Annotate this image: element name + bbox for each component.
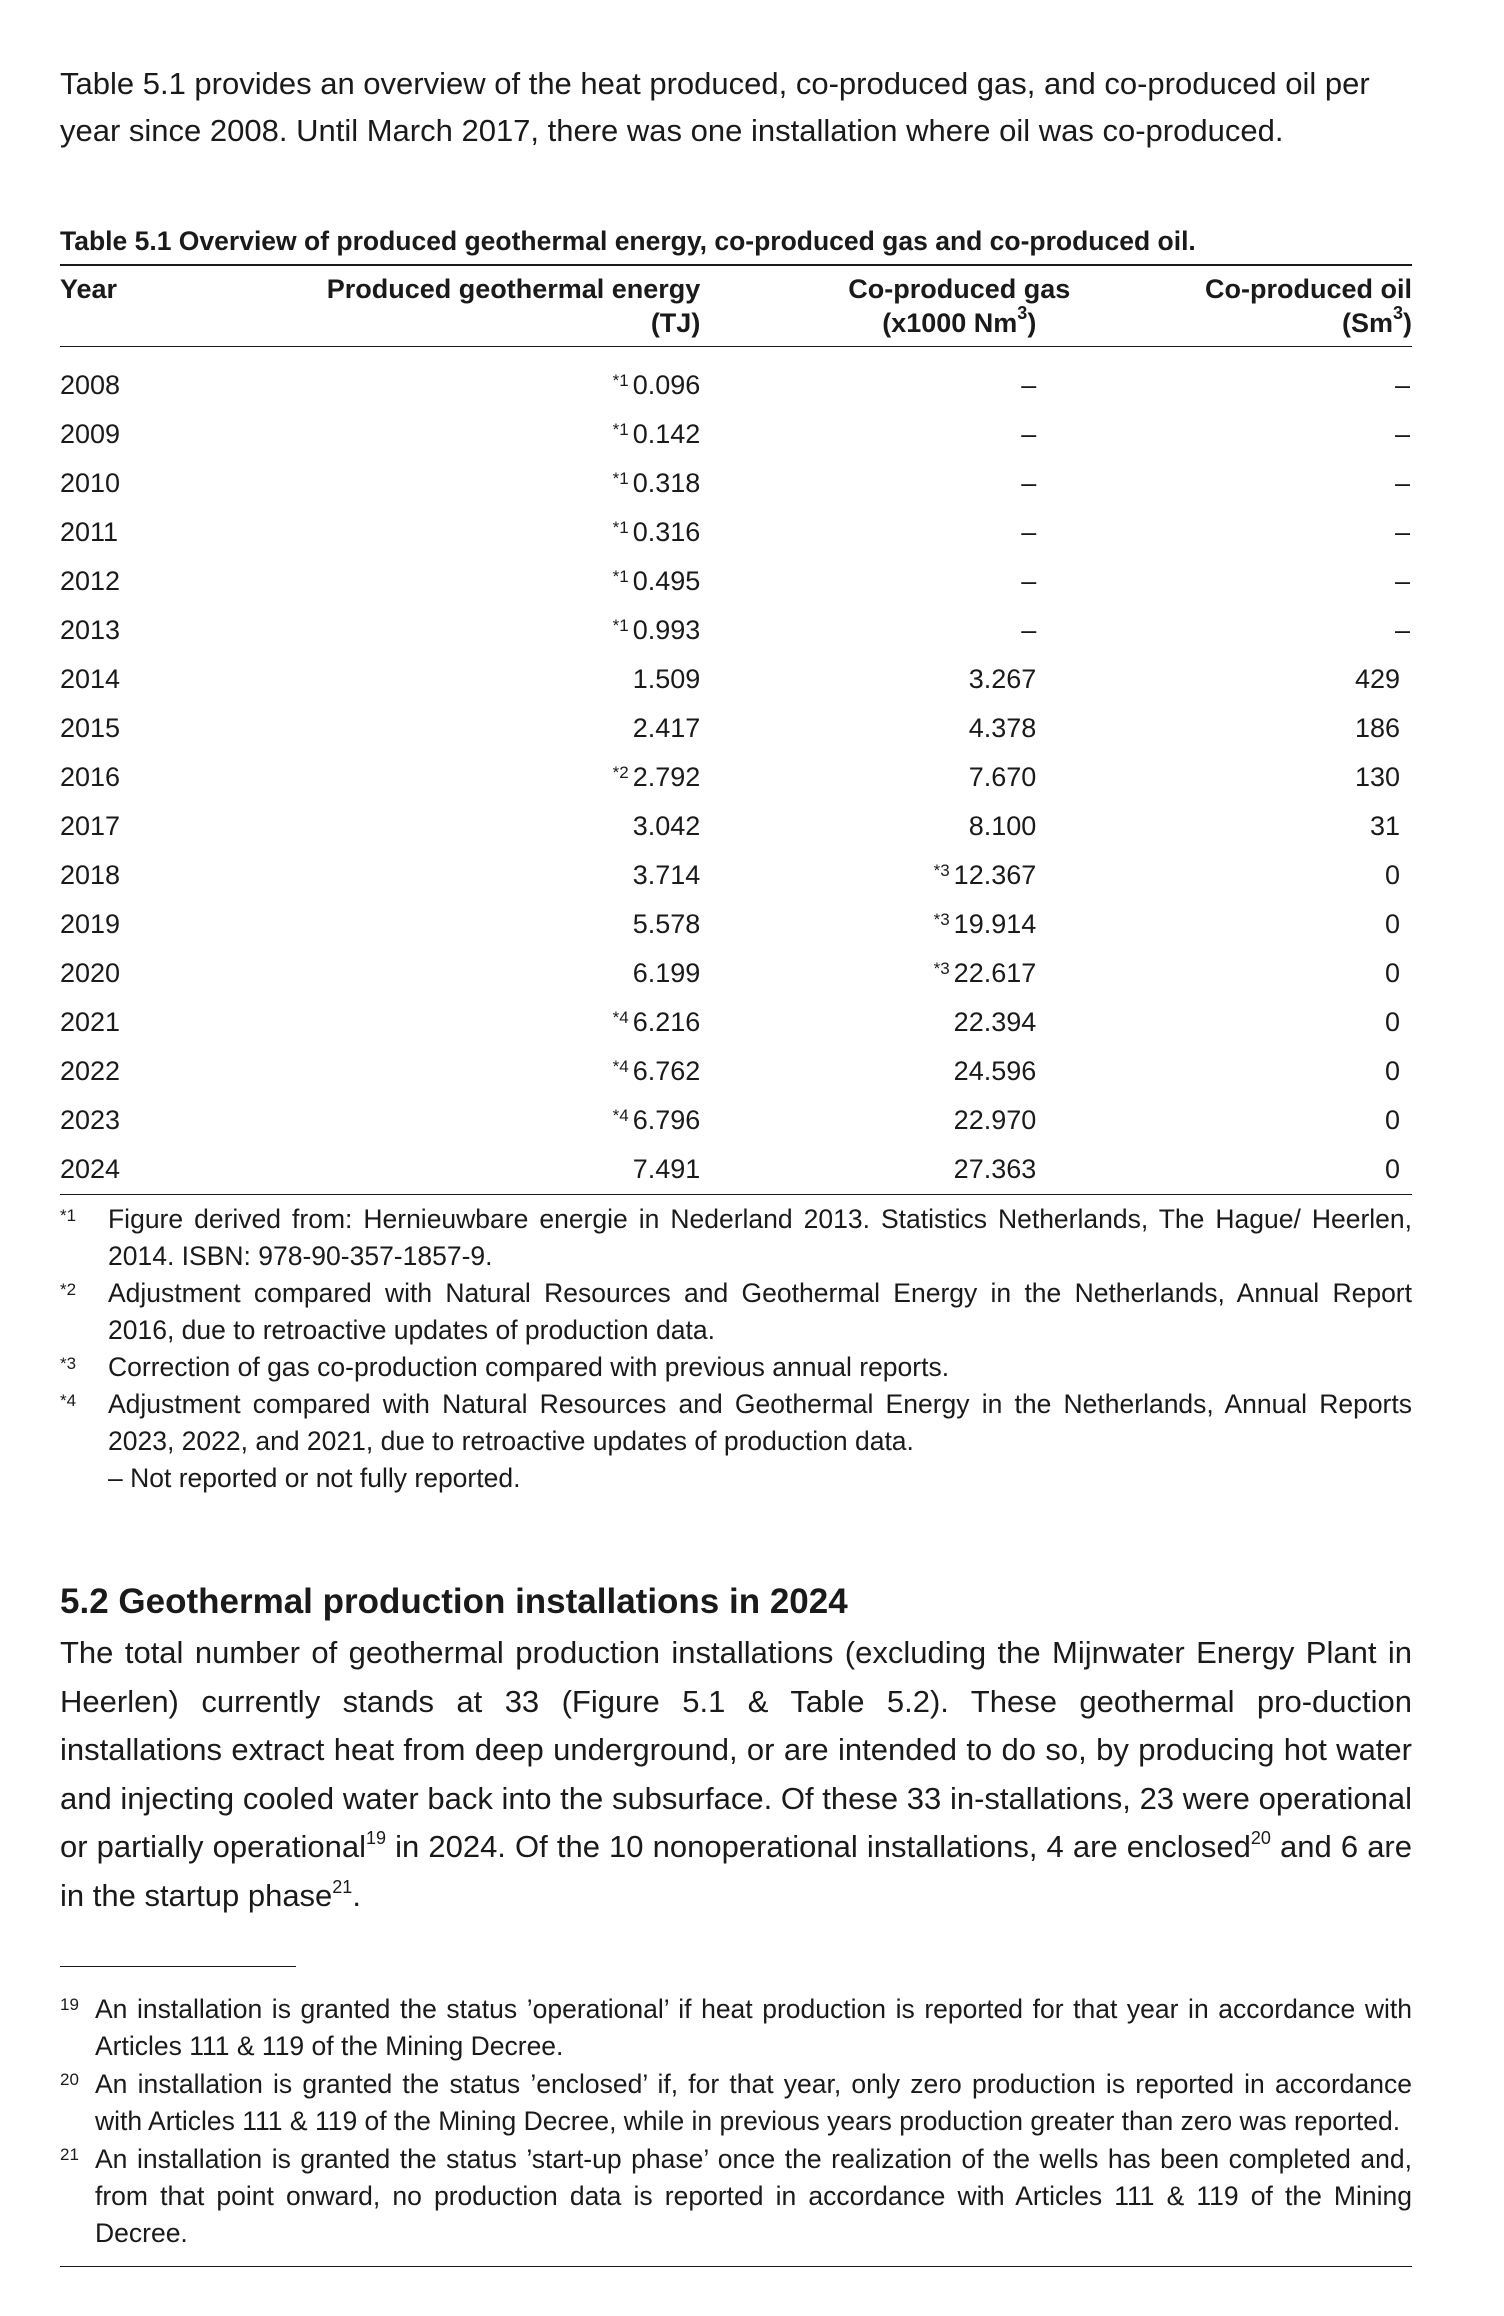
energy-value: 0.318 xyxy=(632,468,701,498)
gas-value: 24.596 xyxy=(953,1056,1037,1086)
cell-energy xyxy=(169,410,700,459)
cell-oil: – xyxy=(1394,419,1410,449)
cell-oil: – xyxy=(1394,615,1410,645)
gas-footnote-mark: *3 xyxy=(933,959,950,978)
cell-year: 2020 xyxy=(60,958,121,988)
table-note-dash: – Not reported or not fully reported. xyxy=(108,1463,521,1493)
gas-value: – xyxy=(1021,370,1037,400)
cell-gas xyxy=(700,753,1036,802)
cell-oil: 429 xyxy=(1354,664,1400,694)
cell-oil: 0 xyxy=(1384,1154,1400,1184)
header-gas xyxy=(700,266,1071,347)
footnote-ref-20: 20 xyxy=(1250,1828,1271,1848)
table-notes xyxy=(60,1201,1412,1497)
energy-value: 2.417 xyxy=(632,713,701,743)
cell-year: 2010 xyxy=(60,468,121,498)
cell-oil: 0 xyxy=(1384,1007,1400,1037)
table-note-text: Correction of gas co-production compared with previous annual reports. xyxy=(108,1352,950,1382)
energy-value: 1.509 xyxy=(632,664,701,694)
document-page xyxy=(60,60,1412,2267)
table-row xyxy=(60,851,1412,900)
footnotes xyxy=(60,1991,1412,2252)
cell-year: 2015 xyxy=(60,713,121,743)
table-row xyxy=(60,655,1412,704)
cell-year: 2021 xyxy=(60,1007,121,1037)
cell-oil: – xyxy=(1394,566,1410,596)
cell-year: 2023 xyxy=(60,1105,121,1135)
table-note-text: Figure derived from: Hernieuwbare energie in Nederland 2013. Statistics Netherlands, The Hague/ Heerlen, 2014. ISBN: 978-90-357-1857-9. xyxy=(108,1204,1412,1271)
cell-gas xyxy=(700,998,1036,1047)
cell-gas xyxy=(700,410,1036,459)
cell-energy xyxy=(169,508,700,557)
footnote-number: 21 xyxy=(60,2145,79,2164)
section-paragraph: The total number of geothermal production installations (excluding the Mijnwater Energy Plant in Heerlen) currently stands at 33 (Figure 5.1 & Table 5.2). These geothermal pro-duction installations extract heat from deep underground, or are intended to do so, by producing hot water and injecting cooled water back into the subsurface. Of these 33 in-stallations, 23 were operational or partially operational$^{19}$ in 2024. Of the 10 nonoperational installations, 4 are enclosed$^{20}$ and 6 are in the startup phase$^{21}$. xyxy=(60,1635,1412,1913)
table-row xyxy=(60,1096,1412,1145)
table-row xyxy=(60,1145,1412,1195)
table-note-mark: *4 xyxy=(60,1391,77,1410)
cell-gas xyxy=(700,1096,1036,1145)
gas-value: 19.914 xyxy=(953,909,1037,939)
gas-value: 22.617 xyxy=(953,958,1037,988)
table-note-text: Adjustment compared with Natural Resources and Geothermal Energy in the Netherlands, Annual Report 2016, due to retroactive updates of production data. xyxy=(108,1278,1412,1345)
energy-footnote-mark: *1 xyxy=(612,518,629,537)
gas-value: 27.363 xyxy=(953,1154,1037,1184)
table-note xyxy=(60,1386,1412,1460)
cell-energy xyxy=(169,998,700,1047)
gas-value: – xyxy=(1021,517,1037,547)
header-oil-line1: Co-produced oil xyxy=(1205,274,1412,304)
cell-energy xyxy=(169,704,700,753)
cell-year: 2018 xyxy=(60,860,121,890)
cell-year: 2014 xyxy=(60,664,121,694)
cell-energy xyxy=(169,753,700,802)
gas-value: 22.970 xyxy=(953,1105,1037,1135)
footnote-number: 20 xyxy=(60,2070,79,2089)
table-note-text: Adjustment compared with Natural Resources and Geothermal Energy in the Netherlands, Annual Reports 2023, 2022, and 2021, due to retroactive updates of production data. xyxy=(108,1389,1412,1456)
table-row xyxy=(60,1047,1412,1096)
footnote-text: An installation is granted the status ’enclosed’ if, for that year, only zero production is reported in accordance with Articles 111 & 119 of the Mining Decree, while in previous years production greater than zero was reported. xyxy=(95,2069,1412,2136)
energy-value: 2.792 xyxy=(632,762,701,792)
table-note xyxy=(60,1201,1412,1275)
cell-gas xyxy=(700,508,1036,557)
cell-year: 2013 xyxy=(60,615,121,645)
header-oil xyxy=(1036,266,1412,347)
table-caption: Table 5.1 Overview of produced geothermal energy, co-produced gas and co-produced oil. xyxy=(60,224,1412,266)
cell-year: 2009 xyxy=(60,419,121,449)
cell-gas xyxy=(700,1047,1036,1096)
gas-value: – xyxy=(1021,566,1037,596)
cell-gas xyxy=(700,949,1036,998)
cell-energy xyxy=(169,557,700,606)
cell-oil: – xyxy=(1394,468,1410,498)
cell-gas xyxy=(700,900,1036,949)
table-header-row xyxy=(60,266,1412,347)
energy-footnote-mark: *1 xyxy=(612,616,629,635)
gas-value: 22.394 xyxy=(953,1007,1037,1037)
footnote-ref-21: 21 xyxy=(332,1876,353,1897)
cell-oil: 31 xyxy=(1369,811,1400,841)
footnote xyxy=(60,1991,1412,2065)
energy-footnote-mark: *1 xyxy=(612,371,629,390)
footnote-number: 19 xyxy=(60,1995,79,2014)
intro-paragraph: Table 5.1 provides an overview of the heat produced, co-produced gas, and co-produced oil per year since 2008. Until March 2017, there was one installation where oil was co-produced. xyxy=(60,66,1370,148)
energy-value: 0.495 xyxy=(632,566,701,596)
gas-value: – xyxy=(1021,615,1037,645)
header-year-label: Year xyxy=(60,274,118,304)
table-row xyxy=(60,802,1412,851)
cell-year: 2024 xyxy=(60,1154,121,1184)
energy-value: 0.096 xyxy=(632,370,701,400)
cell-energy xyxy=(169,347,700,411)
header-energy xyxy=(169,266,700,347)
table-row xyxy=(60,410,1412,459)
table-row xyxy=(60,347,1412,411)
cell-energy xyxy=(169,851,700,900)
footnote-separator xyxy=(60,1966,296,1967)
energy-value: 6.796 xyxy=(632,1105,701,1135)
energy-value: 5.578 xyxy=(632,909,701,939)
table-note-mark: *3 xyxy=(60,1354,77,1373)
header-gas-line2: (x1000 Nm$^3$) xyxy=(882,303,1037,338)
cell-oil: 0 xyxy=(1384,1056,1400,1086)
cell-oil: – xyxy=(1394,370,1410,400)
table-row xyxy=(60,459,1412,508)
cell-gas xyxy=(700,704,1036,753)
table-row xyxy=(60,753,1412,802)
footnote-text: An installation is granted the status ’operational’ if heat production is reported for that year in accordance with Articles 111 & 119 of the Mining Decree. xyxy=(95,1994,1412,2061)
cell-year: 2011 xyxy=(60,517,119,547)
cell-year: 2008 xyxy=(60,370,121,400)
table-row xyxy=(60,508,1412,557)
gas-footnote-mark: *3 xyxy=(933,861,950,880)
cell-oil: 0 xyxy=(1384,958,1400,988)
gas-value: – xyxy=(1021,468,1037,498)
gas-value: 4.378 xyxy=(968,713,1037,743)
table-row xyxy=(60,998,1412,1047)
header-energy-line2: (TJ) xyxy=(650,308,701,338)
gas-value: 7.670 xyxy=(968,762,1037,792)
cell-energy xyxy=(169,949,700,998)
energy-value: 3.714 xyxy=(632,860,701,890)
bottom-rule xyxy=(60,2266,1412,2267)
cell-oil: 0 xyxy=(1384,860,1400,890)
cell-gas xyxy=(700,459,1036,508)
gas-value: – xyxy=(1021,419,1037,449)
cell-year: 2022 xyxy=(60,1056,121,1086)
table-row xyxy=(60,557,1412,606)
energy-footnote-mark: *1 xyxy=(612,469,629,488)
energy-footnote-mark: *4 xyxy=(612,1008,629,1027)
energy-value: 0.993 xyxy=(632,615,701,645)
header-oil-line2: (Sm$^3$) xyxy=(1341,303,1412,338)
cell-energy xyxy=(169,1096,700,1145)
energy-footnote-mark: *2 xyxy=(612,763,629,782)
energy-value: 6.199 xyxy=(632,958,701,988)
cell-year: 2019 xyxy=(60,909,121,939)
energy-footnote-mark: *1 xyxy=(612,567,629,586)
cell-energy xyxy=(169,459,700,508)
cell-year: 2012 xyxy=(60,566,121,596)
cell-gas xyxy=(700,655,1036,704)
table-row xyxy=(60,704,1412,753)
footnote-ref-19: 19 xyxy=(365,1828,387,1848)
cell-energy xyxy=(169,1145,700,1195)
cell-oil: 130 xyxy=(1354,762,1400,792)
cell-energy xyxy=(169,802,700,851)
cell-year: 2016 xyxy=(60,762,121,792)
energy-footnote-mark: *4 xyxy=(612,1106,629,1125)
section-heading: 5.2 Geothermal production installations in 2024 xyxy=(60,1582,848,1621)
cell-energy xyxy=(169,1047,700,1096)
cell-energy xyxy=(169,655,700,704)
table-note xyxy=(60,1349,1412,1386)
header-energy-line1: Produced geothermal energy xyxy=(326,274,701,304)
table-note xyxy=(60,1275,1412,1349)
footnote-text: An installation is granted the status ’start-up phase’ once the realization of the wells has been completed and, from that point onward, no production data is reported in accordance with Articles 111 & 119 of the Mining Decree. xyxy=(95,2144,1412,2248)
table-note-mark: *2 xyxy=(60,1280,77,1299)
header-gas-line1: Co-produced gas xyxy=(848,274,1071,304)
table-row xyxy=(60,900,1412,949)
table-row xyxy=(60,949,1412,998)
geothermal-production-table xyxy=(60,266,1412,1195)
footnote xyxy=(60,2141,1412,2252)
cell-oil: 0 xyxy=(1384,1105,1400,1135)
header-year xyxy=(60,266,169,347)
cell-gas xyxy=(700,557,1036,606)
energy-value: 0.142 xyxy=(632,419,701,449)
cell-gas xyxy=(700,347,1036,411)
gas-footnote-mark: *3 xyxy=(933,910,950,929)
table-note-mark: *1 xyxy=(60,1206,77,1225)
cell-energy xyxy=(169,900,700,949)
footnote xyxy=(60,2066,1412,2140)
cell-oil: – xyxy=(1394,517,1410,547)
table-body xyxy=(60,347,1412,1195)
energy-footnote-mark: *1 xyxy=(612,420,629,439)
energy-value: 6.216 xyxy=(632,1007,701,1037)
energy-value: 7.491 xyxy=(632,1154,701,1184)
energy-value: 3.042 xyxy=(632,811,701,841)
gas-value: 12.367 xyxy=(953,860,1037,890)
table-row xyxy=(60,606,1412,655)
gas-value: 8.100 xyxy=(968,811,1037,841)
cell-energy xyxy=(169,606,700,655)
energy-footnote-mark: *4 xyxy=(612,1057,629,1076)
cell-year: 2017 xyxy=(60,811,121,841)
cell-gas xyxy=(700,802,1036,851)
cell-gas xyxy=(700,606,1036,655)
cell-oil: 0 xyxy=(1384,909,1400,939)
cell-oil: 186 xyxy=(1354,713,1400,743)
energy-value: 0.316 xyxy=(632,517,701,547)
cell-gas xyxy=(700,1145,1036,1195)
energy-value: 6.762 xyxy=(632,1056,701,1086)
cell-gas xyxy=(700,851,1036,900)
gas-value: 3.267 xyxy=(968,664,1037,694)
